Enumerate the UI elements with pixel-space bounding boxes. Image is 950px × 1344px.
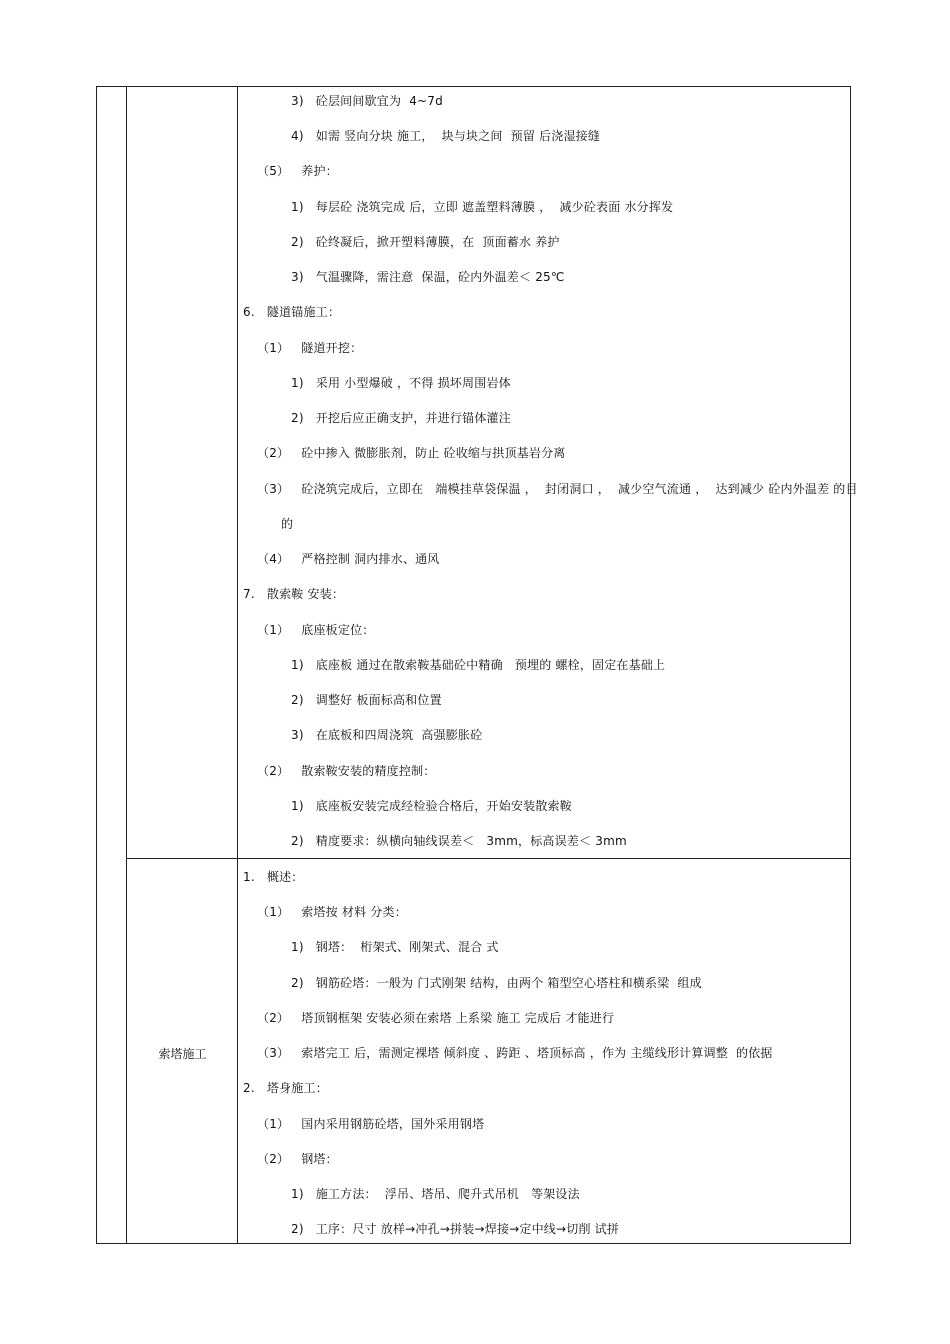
text-line: 2) 砼终凝后，掀开塑料薄膜，在 顶面蓄水 养护: [291, 235, 560, 249]
text-line: 2. 塔身施工：: [243, 1081, 328, 1095]
text-line: 2) 钢筋砼塔：一般为 门式刚架 结构，由两个 箱型空心塔柱和横系梁 组成: [291, 976, 702, 990]
text-line: 2) 调整好 板面标高和位置: [291, 693, 442, 707]
text-line: （1） 隧道开挖：: [257, 341, 363, 355]
text-line: 2) 工序：尺寸 放样→冲孔→拼装→焊接→定中线→切削 试拼: [291, 1222, 620, 1236]
text-line: （2） 塔顶钢框架 安装必须在索塔 上系梁 施工 完成后 才能进行: [257, 1011, 615, 1025]
text-line: （4） 严格控制 洞内排水、通风: [257, 552, 440, 566]
text-line: 1) 底座板 通过在散索鞍基础砼中精确 预埋的 螺栓，固定在基础上: [291, 658, 666, 672]
column-divider-2: [237, 87, 238, 1243]
text-line: （1） 索塔按 材料 分类：: [257, 905, 407, 919]
text-line: （3） 索塔完工 后，需测定裸塔 倾斜度 、跨距 、塔顶标高 ，作为 主缆线形计算调整 的依据: [257, 1046, 773, 1060]
section-label-tower: 索塔施工: [158, 1047, 207, 1061]
text-line: 1) 底座板安装完成经检验合格后，开始安装散索鞍: [291, 799, 572, 813]
text-line: 6. 隧道锚施工：: [243, 305, 341, 319]
text-line: 1) 钢塔： 桁架式、刚架式、混合 式: [291, 940, 499, 954]
text-line: （2） 砼中掺入 微膨胀剂，防止 砼收缩与拱顶基岩分离: [257, 446, 566, 460]
text-line: （2） 钢塔：: [257, 1152, 338, 1166]
text-line: （2） 散索鞍安装的精度控制：: [257, 764, 436, 778]
text-line: 1) 每层砼 浇筑完成 后，立即 遮盖塑料薄膜 ， 减少砼表面 水分挥发: [291, 200, 674, 214]
text-line: 2) 开挖后应正确支护，并进行锚体灌注: [291, 411, 511, 425]
text-line: 3) 砼层间间歇宜为 4~7d: [291, 94, 443, 108]
row-divider: [126, 858, 850, 859]
text-line: （5） 养护：: [257, 164, 338, 178]
text-line: （3） 砼浇筑完成后，立即在 端模挂草袋保温 ， 封闭洞口 ， 减少空气流通 ， 达到减少 砼内外温差 的目: [257, 482, 858, 496]
text-line: 1. 概述：: [243, 870, 304, 884]
text-line: 7. 散索鞍 安装：: [243, 587, 345, 601]
text-line: （1） 国内采用钢筋砼塔，国外采用钢塔: [257, 1117, 485, 1131]
text-line: 2) 精度要求：纵横向轴线误差＜ 3mm，标高误差＜ 3mm: [291, 834, 627, 848]
text-line: （1） 底座板定位：: [257, 623, 375, 637]
text-line: 的: [281, 517, 294, 531]
text-line: 1) 施工方法： 浮吊、塔吊、爬升式吊机 等架设法: [291, 1187, 580, 1201]
column-divider-1: [126, 87, 127, 1243]
text-line: 4) 如需 竖向分块 施工， 块与块之间 预留 后浇湿接缝: [291, 129, 601, 143]
text-line: 3) 在底板和四周浇筑 高强膨胀砼: [291, 728, 483, 742]
content-table: [96, 86, 858, 1244]
text-line: 3) 气温骤降，需注意 保温，砼内外温差＜ 25℃: [291, 270, 565, 284]
text-line: 1) 采用 小型爆破 ，不得 损坏周围岩体: [291, 376, 511, 390]
